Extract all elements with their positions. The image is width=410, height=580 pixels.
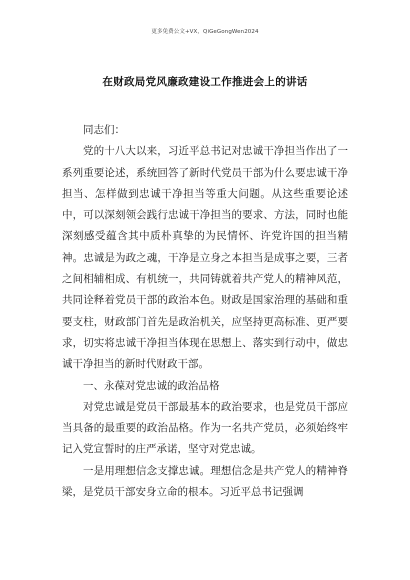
- section-heading: 一、永葆对党忠诚的政治品格: [83, 379, 220, 392]
- intro-paragraph: 党的十八大以来，习近平总书记对忠诚干净担当作出了一系列重要论述，系统回答了新时代党员干部为什么要忠诚干净担当、怎样做到忠诚干净担当等重大问题。从这些重要论述中，可以深刻领会践行忠诚干净担当的要求、方法，同时也能深刻感受蕴含其中质朴真挚的为民情怀、许党许国的担当精神。忠诚是为政之魂，干净是立身之本担当是成事之要，三者之间相辅相成、有机统一，共同铸就着共产党人的精神风范，共同诠释着党员干部的政治本色。财政是国家治理的基础和重要支柱，财政部门首先是政治机关，应坚持更高标准、更严要求，切实将忠诚干净担当体现在思想上、落实到行动中，做忠诚干净担当的新时代财政干部。: [62, 145, 348, 371]
- document-body: [62, 120, 348, 503]
- header-note: 更多免费公文+VX，QiGeGongWen2024: [151, 29, 259, 35]
- section-paragraph: 一是用理想信念支撑忠诚。理想信念是共产党人的精神脊梁，是党员干部安身立命的根本。习近平总书记强调: [62, 464, 348, 499]
- document-title: 在财政局党风廉政建设工作推进会上的讲话: [102, 76, 308, 88]
- section-paragraph: 对党忠诚是党员干部最基本的政治要求，也是党员干部应当具备的最重要的政治品格。作为一名共产党员，必须始终牢记入党宣誓时的庄严承诺，坚守对党忠诚。: [62, 400, 348, 456]
- salutation: 同志们：: [83, 124, 125, 136]
